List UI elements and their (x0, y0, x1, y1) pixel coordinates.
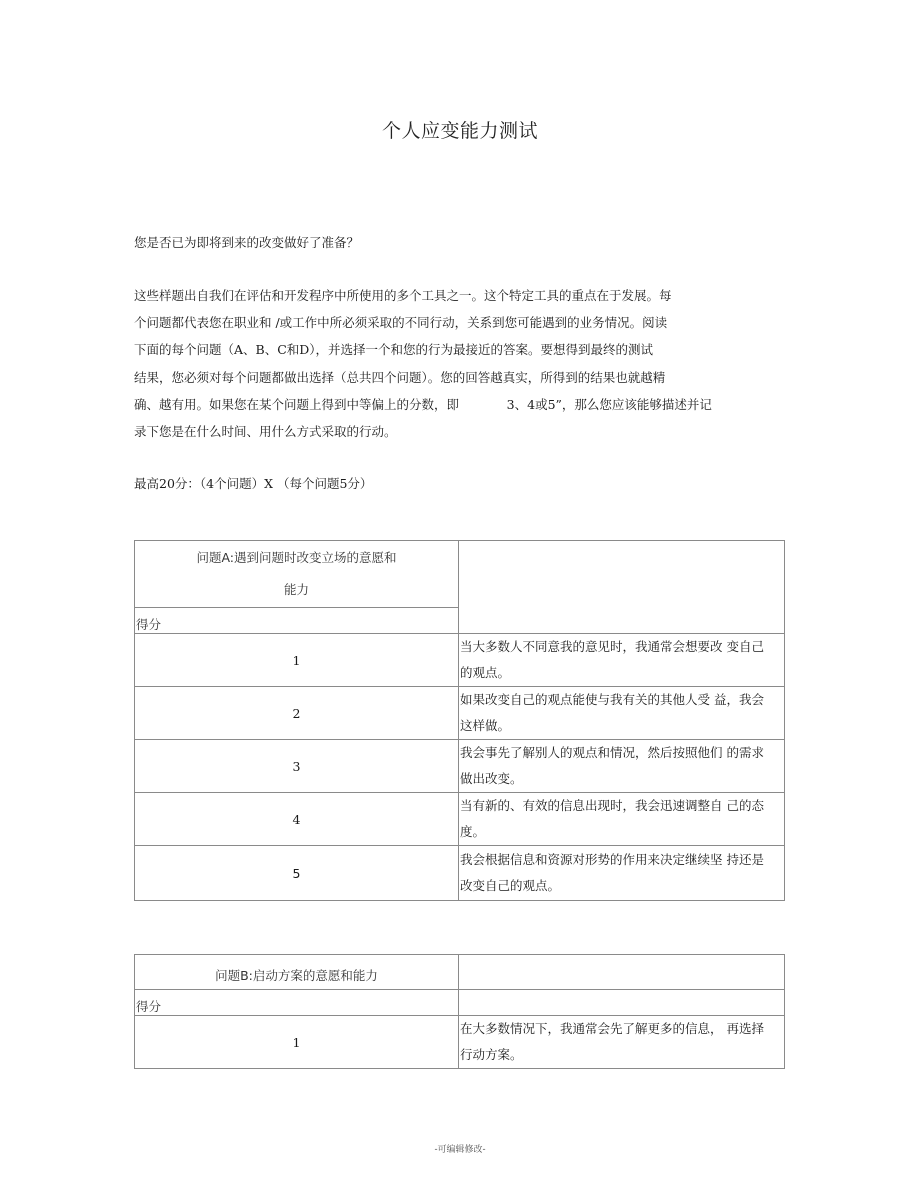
table-row (135, 634, 785, 687)
score-label: 得分 (135, 990, 459, 1016)
table-row (135, 687, 785, 740)
answer-description (459, 846, 785, 901)
answer-description (459, 634, 785, 687)
question-a-heading-line2: 能力 (283, 582, 309, 597)
document-title: 个人应变能力测试 (381, 120, 538, 142)
answer-description (459, 1016, 785, 1069)
question-a-heading (135, 541, 459, 608)
answer-description (459, 740, 785, 793)
answer-description (459, 793, 785, 846)
answer-line: 的观点。 (460, 665, 511, 680)
question-b-header-empty-cell (459, 955, 785, 990)
score-value: 3 (135, 740, 459, 793)
intro-line: 下面的每个问题（A、B、C和D），并选择一个和您的行为最接近的答案。要想得到最终的测试 (134, 342, 654, 358)
answer-line: 这样做。 (460, 718, 511, 733)
answer-line: 行动方案。 (460, 1047, 523, 1062)
table-row (135, 1016, 785, 1069)
intro-line: 录下您是在什么时间、用什么方式采取的行动。 (134, 423, 397, 439)
answer-line: 度。 (460, 824, 486, 839)
answer-line: 当有新的、有效的信息出现时，我会迅速调整自 己的态 (460, 798, 764, 813)
intro-line: 确、越有用。如果您在某个问题上得到中等偏上的分数，即 3、4或5”，那么您应该能够描述并记 (134, 396, 712, 412)
answer-description (459, 687, 785, 740)
table-row (135, 846, 785, 901)
question-b-heading: 问题B:启动方案的意愿和能力 (135, 955, 459, 990)
intro-paragraph (134, 287, 794, 450)
score-value: 4 (135, 793, 459, 846)
score-value: 2 (135, 687, 459, 740)
question-a-header-empty-cell (459, 541, 785, 634)
max-score-note: 最高20分：（4个问题）X （每个问题5分） (134, 476, 373, 491)
score-empty-cell (459, 990, 785, 1016)
answer-line: 当大多数人不同意我的意见时，我通常会想要改 变自己 (460, 639, 764, 654)
score-value: 1 (135, 1016, 459, 1069)
question-a-heading-line1: 问题A:遇到问题时改变立场的意愿和 (196, 550, 397, 565)
score-label: 得分 (135, 608, 459, 634)
answer-line: 我会事先了解别人的观点和情况，然后按照他们 的需求 (460, 745, 764, 760)
table-row (135, 740, 785, 793)
answer-line: 我会根据信息和资源对形势的作用来决定继续坚 持还是 (460, 852, 764, 867)
intro-line: 这些样题出自我们在评估和开发程序中所使用的多个工具之一。这个特定工具的重点在于发展。每 (134, 288, 672, 303)
intro-line: 个问题都代表您在职业和 /或工作中所必须采取的不同行动，关系到您可能遇到的业务情况。阅读 (134, 315, 668, 331)
question-b-table (134, 954, 785, 1069)
score-value: 1 (135, 634, 459, 687)
score-value: 5 (135, 846, 459, 901)
table-row (135, 793, 785, 846)
page-footer: -可编辑修改- (434, 1145, 486, 1155)
answer-line: 如果改变自己的观点能使与我有关的其他人受 益，我会 (460, 692, 764, 707)
intro-line: 结果，您必须对每个问题都做出选择（总共四个问题）。您的回答越真实，所得到的结果也就越精 (134, 369, 666, 385)
intro-question: 您是否已为即将到来的改变做好了准备？ (134, 235, 360, 250)
question-a-table (134, 540, 785, 901)
answer-line: 做出改变。 (460, 771, 523, 786)
answer-line: 改变自己的观点。 (460, 878, 561, 893)
answer-line: 在大多数情况下，我通常会先了解更多的信息， 再选择 (460, 1021, 764, 1036)
